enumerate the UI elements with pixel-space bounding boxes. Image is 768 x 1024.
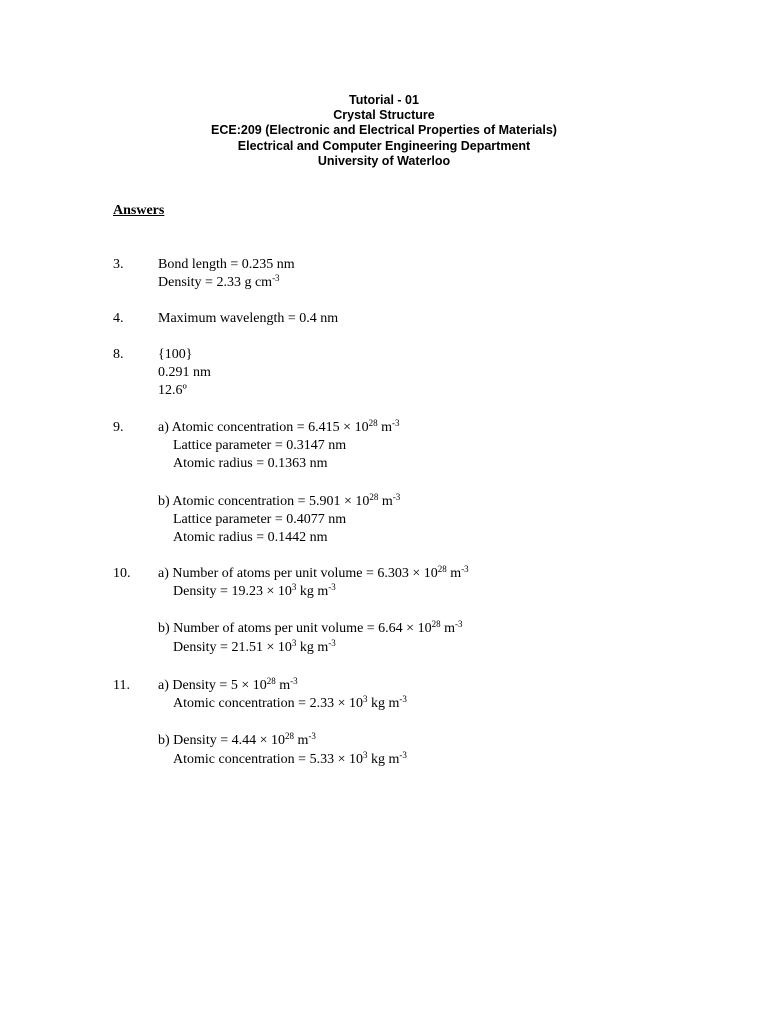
density-answer-b: b) Density = $4.44 \times 10^{28}$ $m^{-3}$ (158, 731, 316, 749)
answers-heading: Answers (113, 203, 165, 218)
atoms-per-volume-a: a) Number of atoms per unit volume = $6.303 \times 10^{28}$ $m^{-3}$ (158, 564, 469, 581)
question-number: 10. (113, 566, 131, 581)
max-wavelength-answer: Maximum wavelength = 0.4 nm (158, 311, 339, 326)
question-number: 11. (113, 678, 130, 693)
question-number: 8. (113, 347, 124, 362)
atomic-concentration-b: b) Atomic concentration = $5.901 \times 10^{28}$ $m^{-3}$ (158, 491, 401, 509)
department-name: Electrical and Computer Engineering Department (237, 138, 531, 153)
density-answer: Density = 2.33 g $cm^{-3}$ (158, 273, 280, 291)
density-answer-a: a) Density = $5 \times 10^{28}$ $m^{-3}$ (158, 676, 298, 693)
spacing-answer: 0.291 nm (158, 365, 211, 381)
lattice-parameter-a: Lattice parameter = 0.3147 nm (173, 438, 347, 454)
course-title: ECE:209 (Electronic and Electrical Properties of Materials) (211, 123, 557, 138)
atomic-concentration-a: a) Atomic concentration = $6.415 \times 10^{28}$ $m^{-3}$ (158, 418, 400, 435)
tutorial-number: Tutorial - 01 (349, 93, 419, 107)
question-number: 3. (113, 257, 124, 272)
density-a: Density = $19.23 \times 10^3$ kg $m^{-3}$ (173, 582, 336, 600)
question-number: 4. (113, 311, 124, 326)
atoms-per-volume-b: b) Number of atoms per unit volume = $6.64 \times 10^{28}$ $m^{-3}$ (158, 619, 463, 637)
angle-answer: 12.6º (158, 383, 187, 399)
density-b: Density = $21.51 \times 10^3$ kg $m^{-3}$ (173, 637, 336, 655)
lattice-parameter-b: Lattice parameter = 0.4077 nm (173, 511, 347, 527)
atomic-concentration-answer-b: Atomic concentration = $5.33 \times 10^3$ kg $m^{-3}$ (173, 749, 407, 767)
atomic-radius-a: Atomic radius = 0.1363 nm (173, 456, 328, 472)
plane-answer: {100} (158, 347, 193, 362)
document-header (0, 93, 768, 169)
question-number: 9. (113, 420, 124, 435)
university-name: University of Waterloo (317, 153, 451, 168)
atomic-radius-b: Atomic radius = 0.1442 nm (173, 530, 328, 546)
atomic-concentration-answer-a: Atomic concentration = $2.33 \times 10^3$ kg $m^{-3}$ (173, 694, 407, 712)
tutorial-topic: Crystal Structure (333, 108, 435, 123)
bond-length-answer: Bond length = 0.235 nm (158, 257, 295, 272)
